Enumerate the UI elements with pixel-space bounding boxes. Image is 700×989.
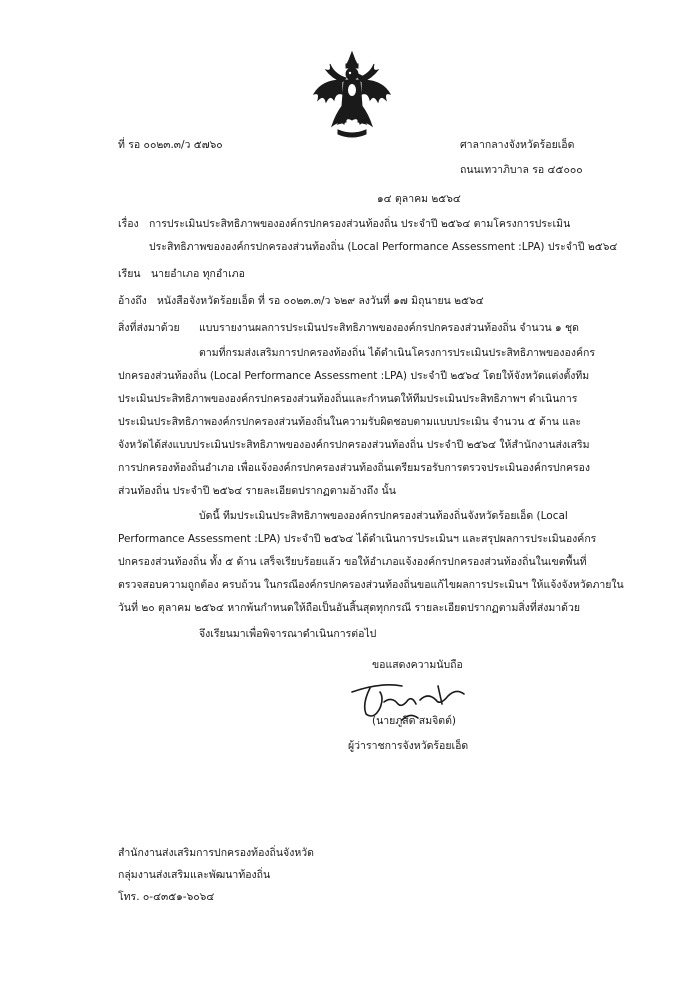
paragraph-2-line: บัดนี้ ทีมประเมินประสิทธิภาพขององค์กรปกครองส่วนท้องถิ่นจังหวัดร้อยเอ็ด (Local — [199, 510, 568, 522]
enclosure-text: แบบรายงานผลการประเมินประสิทธิภาพขององค์กรปกครองส่วนท้องถิ่น จำนวน ๑ ชุด — [199, 322, 579, 334]
paragraph-2-line: ตรวจสอบความถูกต้อง ครบถ้วน ในกรณีองค์กรปกครองส่วนท้องถิ่นขอแก้ไขผลการประเมินฯ ให้แจ้งจังหวัดภายใน — [118, 579, 624, 591]
garuda-emblem-icon — [312, 50, 392, 140]
salutation-label: เรียน — [118, 268, 141, 280]
paragraph-1-line: ปกครองส่วนท้องถิ่น (Local Performance Assessment :LPA) ประจำปี ๒๕๖๔ โดยให้จังหวัดแต่งตั้งทีม — [118, 370, 590, 382]
subject-label: เรื่อง — [118, 218, 139, 230]
paragraph-1-line: การปกครองท้องถิ่นอำเภอ เพื่อแจ้งองค์กรปกครองส่วนท้องถิ่นเตรียมรอรับการตรวจประเมินองค์กรปกครอง — [118, 462, 591, 474]
paragraph-1-line: ตามที่กรมส่งเสริมการปกครองท้องถิ่น ได้ดำเนินโครงการประเมินประสิทธิภาพขององค์กร — [199, 347, 596, 359]
reference-text: หนังสือจังหวัดร้อยเอ็ด ที่ รอ ๐๐๒๓.๓/ว ๖๒๙ ลงวันที่ ๑๗ มิถุนายน ๒๕๖๔ — [157, 295, 484, 307]
letter-date: ๑๔ ตุลาคม ๒๕๖๔ — [377, 193, 461, 205]
signer-name: (นายภูสิต สมจิตต์) — [372, 715, 457, 727]
subject-line-2: ประสิทธิภาพขององค์กรปกครองส่วนท้องถิ่น (Local Performance Assessment :LPA) ประจำปี ๒๕๖๔ — [149, 241, 618, 253]
paragraph-1-line: จังหวัดได้ส่งแบบประเมินประสิทธิภาพขององค์กรปกครองส่วนท้องถิ่น ประจำปี ๒๕๖๔ ให้สำนักงานส่งเสริม — [118, 439, 590, 451]
paragraph-1-line: ประเมินประสิทธิภาพขององค์กรปกครองส่วนท้องถิ่นและกำหนดให้ทีมประเมินประสิทธิภาพฯ ดำเนินการ — [118, 393, 578, 405]
paragraph-2-line: วันที่ ๒๐ ตุลาคม ๒๕๖๔ หากพ้นกำหนดให้ถือเป็นอันสิ้นสุดทุกกรณี รายละเอียดปรากฏตามสิ่งที่ส่งมาด้วย — [118, 602, 581, 614]
closing-phrase: ขอแสดงความนับถือ — [372, 659, 463, 671]
signer-position: ผู้ว่าราชการจังหวัดร้อยเอ็ด — [348, 740, 469, 752]
reference-number: ที่ รอ ๐๐๒๓.๓/ว ๕๗๖๐ — [118, 139, 223, 151]
office-address: ถนนเทวาภิบาล รอ ๔๕๐๐๐ — [460, 164, 583, 176]
enclosure-label: สิ่งที่ส่งมาด้วย — [118, 322, 180, 334]
closing-request: จึงเรียนมาเพื่อพิจารณาดำเนินการต่อไป — [199, 628, 377, 640]
footer-section: กลุ่มงานส่งเสริมและพัฒนาท้องถิ่น — [118, 869, 271, 881]
paragraph-1-line: ส่วนท้องถิ่น ประจำปี ๒๕๖๔ รายละเอียดปรากฏตามอ้างถึง นั้น — [118, 485, 396, 497]
paragraph-2-line: Performance Assessment :LPA) ประจำปี ๒๕๖๔ ได้ดำเนินการประเมินฯ และสรุปผลการประเมินองค์กร — [118, 533, 597, 545]
footer-department: สำนักงานส่งเสริมการปกครองท้องถิ่นจังหวัด — [118, 847, 314, 859]
issuing-office: ศาลากลางจังหวัดร้อยเอ็ด — [460, 139, 575, 151]
paragraph-2-line: ปกครองส่วนท้องถิ่น ทั้ง ๕ ด้าน เสร็จเรียบร้อยแล้ว ขอให้อำเภอแจ้งองค์กรปกครองส่วนท้องถิ่นในเขตพื้นที่ — [118, 556, 587, 568]
footer-phone: โทร. ๐-๔๓๕๑-๖๐๖๔ — [118, 891, 215, 903]
reference-label: อ้างถึง — [118, 295, 147, 307]
subject-line-1: การประเมินประสิทธิภาพขององค์กรปกครองส่วนท้องถิ่น ประจำปี ๒๕๖๔ ตามโครงการประเมิน — [149, 218, 571, 230]
paragraph-1-line: ประเมินประสิทธิภาพองค์กรปกครองส่วนท้องถิ่นในความรับผิดชอบตามแบบประเมิน จำนวน ๕ ด้าน และ — [118, 416, 582, 428]
salutation-recipient: นายอำเภอ ทุกอำเภอ — [151, 268, 245, 280]
